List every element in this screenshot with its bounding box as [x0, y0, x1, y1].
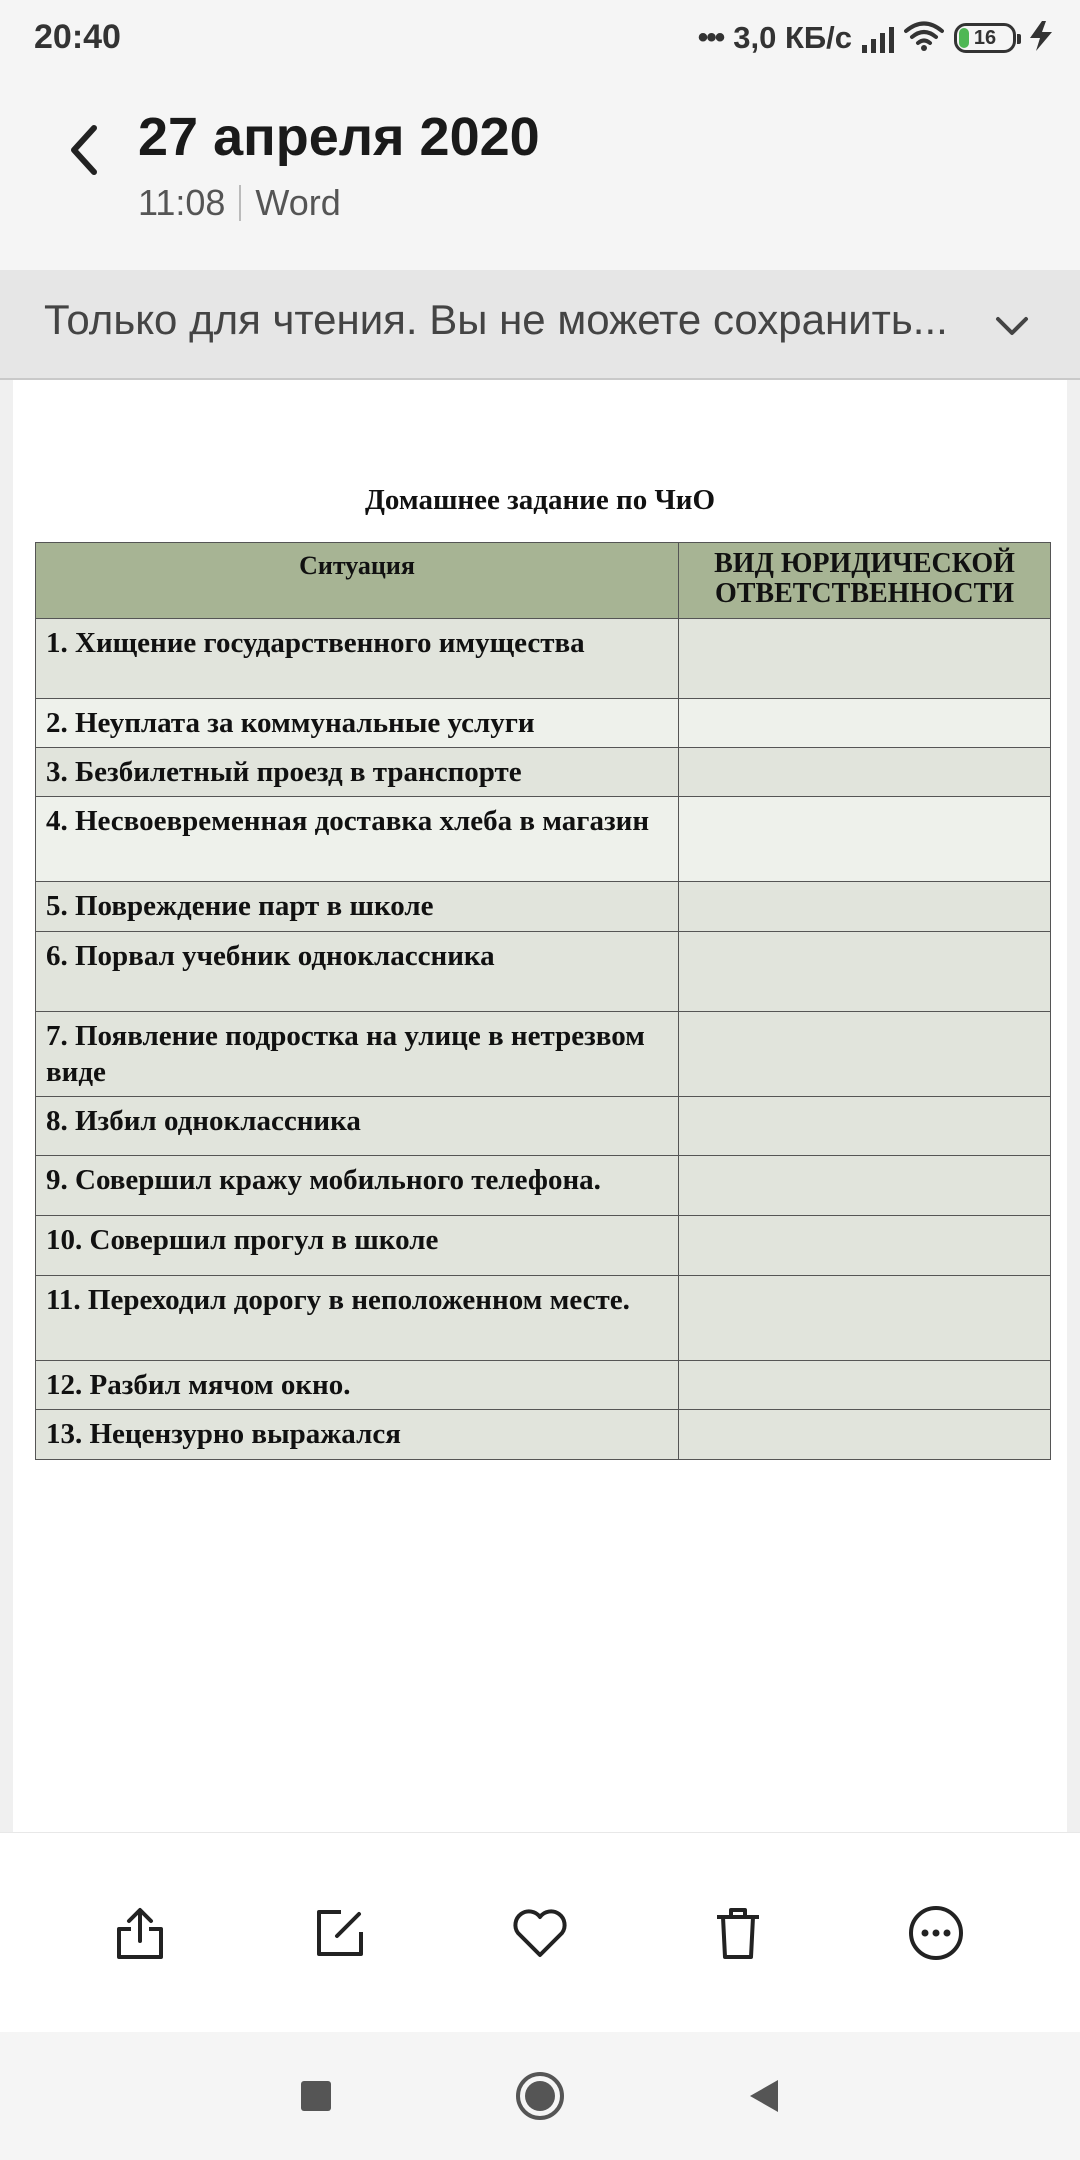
expand-banner-button[interactable]: [984, 298, 1040, 354]
table-row: [36, 1156, 1051, 1216]
table-row: [36, 619, 1051, 699]
document-page: [13, 380, 1067, 1832]
situation-cell: 3. Безбилетный проезд в транспорте: [36, 748, 679, 797]
document-header: [0, 80, 1080, 270]
answer-cell: [679, 699, 1051, 748]
situation-cell: 5. Повреждение парт в школе: [36, 882, 679, 932]
answer-cell: [679, 1012, 1051, 1097]
edit-icon: [313, 1906, 367, 1960]
more-icon: [908, 1905, 964, 1961]
situation-cell: 1. Хищение государственного имущества: [36, 619, 679, 699]
charging-icon: [1026, 19, 1056, 58]
table-row: [36, 1012, 1051, 1097]
status-indicators: [698, 16, 1056, 60]
edit-button[interactable]: [308, 1901, 372, 1965]
document-meta: [138, 182, 341, 224]
situation-cell: 10. Совершил прогул в школе: [36, 1216, 679, 1276]
battery-level: 16: [973, 26, 997, 49]
table-row: [36, 932, 1051, 1012]
table-row: [36, 748, 1051, 797]
situation-cell: 12. Разбил мячом окно.: [36, 1361, 679, 1410]
heart-icon: [511, 1907, 569, 1959]
homework-title: Домашнее задание по ЧиО: [364, 484, 715, 516]
situation-cell: 6. Порвал учебник одноклассника: [36, 932, 679, 1012]
table-row: [36, 699, 1051, 748]
answer-cell: [679, 882, 1051, 932]
favorite-button[interactable]: [508, 1901, 572, 1965]
situation-cell: 11. Переходил дорогу в неположенном месте.: [36, 1276, 679, 1361]
status-time: 20:40: [34, 18, 121, 56]
table-row: [36, 797, 1051, 882]
banner-text: Только для чтения. Вы не можете сохранить...: [44, 296, 948, 343]
system-nav-bar: [0, 2032, 1080, 2160]
trash-icon: [713, 1905, 763, 1961]
meta-divider: [239, 185, 241, 221]
system-back-button[interactable]: [736, 2068, 792, 2124]
bottom-action-bar: [0, 1832, 1080, 2032]
back-button[interactable]: [56, 110, 112, 190]
recents-square-icon: [298, 2078, 334, 2114]
answer-cell: [679, 619, 1051, 699]
back-triangle-icon: [744, 2076, 784, 2116]
document-date-title: 27 апреля 2020: [138, 107, 540, 167]
share-icon: [113, 1905, 167, 1961]
signal-icon: [862, 23, 894, 53]
table-row: [36, 1410, 1051, 1460]
document-time: 11:08: [138, 182, 226, 223]
wifi-icon: [904, 20, 944, 57]
situation-cell: 8. Избил одноклассника: [36, 1097, 679, 1156]
situation-cell: 2. Неуплата за коммунальные услуги: [36, 699, 679, 748]
share-button[interactable]: [108, 1901, 172, 1965]
document-app: Word: [255, 182, 341, 223]
home-circle-icon: [514, 2070, 566, 2122]
table-row: [36, 1216, 1051, 1276]
status-bar: [0, 0, 1080, 80]
answer-cell: [679, 1097, 1051, 1156]
answer-cell: [679, 1410, 1051, 1460]
answer-cell: [679, 1156, 1051, 1216]
recents-button[interactable]: [288, 2068, 344, 2124]
column-header-situation: Ситуация: [36, 543, 679, 619]
table-row: [36, 1097, 1051, 1156]
delete-button[interactable]: [706, 1901, 770, 1965]
situation-cell: 7. Появление подростка на улице в нетрезвом виде: [36, 1012, 679, 1097]
answer-cell: [679, 1276, 1051, 1361]
answer-cell: [679, 1361, 1051, 1410]
chevron-down-icon: [994, 314, 1030, 338]
battery-icon: [954, 23, 1016, 53]
more-options-button[interactable]: [904, 1901, 968, 1965]
table-row: [36, 1361, 1051, 1410]
network-speed: 3,0 КБ/с: [733, 20, 852, 55]
situation-cell: 13. Нецензурно выражался: [36, 1410, 679, 1460]
chevron-left-icon: [66, 124, 102, 176]
table-row: [36, 1276, 1051, 1361]
answer-cell: [679, 797, 1051, 882]
answer-cell: [679, 748, 1051, 797]
situations-table: [35, 542, 1051, 1460]
situation-cell: 4. Несвоевременная доставка хлеба в магазин: [36, 797, 679, 882]
notification-dots: •••: [697, 21, 724, 54]
situation-cell: 9. Совершил кражу мобильного телефона.: [36, 1156, 679, 1216]
document-viewer[interactable]: [0, 380, 1080, 1832]
answer-cell: [679, 1216, 1051, 1276]
home-button[interactable]: [512, 2068, 568, 2124]
read-only-banner[interactable]: [0, 270, 1080, 380]
answer-cell: [679, 932, 1051, 1012]
column-header-liability: ВИД ЮРИДИЧЕСКОЙ ОТВЕТСТВЕННОСТИ: [679, 543, 1051, 619]
table-row: [36, 882, 1051, 932]
